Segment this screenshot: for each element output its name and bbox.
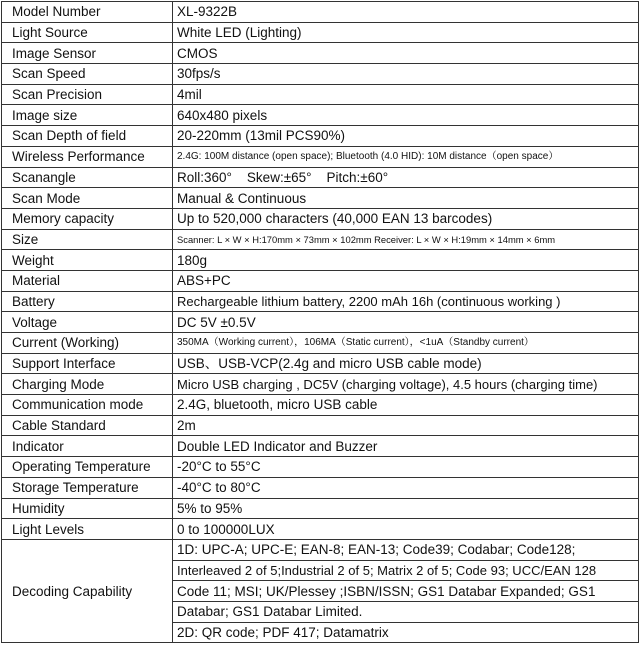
spec-value: ABS+PC [173, 270, 639, 291]
spec-value: DC 5V ±0.5V [173, 312, 639, 333]
spec-label: Operating Temperature [2, 457, 173, 478]
spec-label: Humidity [2, 498, 173, 519]
decoding-line: 1D: UPC-A; UPC-E; EAN-8; EAN-13; Code39; Codabar; Code128; [173, 539, 639, 560]
spec-label: Light Levels [2, 519, 173, 540]
spec-row-scan-depth [2, 126, 639, 147]
spec-value: 350MA（Working current），106MA（Static current），<1uA（Standby current） [173, 333, 639, 354]
spec-label: Image Sensor [2, 43, 173, 64]
decoding-line: 2D: QR code; PDF 417; Datamatrix [173, 622, 639, 643]
spec-row-decoding-capability [2, 539, 639, 560]
spec-label: Battery [2, 291, 173, 312]
decoding-line: Interleaved 2 of 5;Industrial 2 of 5; Matrix 2 of 5; Code 93; UCC/EAN 128 [173, 560, 639, 581]
spec-value: 2.4G, bluetooth, micro USB cable [173, 395, 639, 416]
spec-label: Weight [2, 250, 173, 271]
spec-value: 5% to 95% [173, 498, 639, 519]
spec-label: Size [2, 229, 173, 250]
spec-value: Double LED Indicator and Buzzer [173, 436, 639, 457]
spec-label: Scanangle [2, 167, 173, 188]
spec-row-image-size [2, 105, 639, 126]
spec-label: Material [2, 270, 173, 291]
spec-value: CMOS [173, 43, 639, 64]
spec-row-operating-temperature [2, 457, 639, 478]
spec-label: Scan Mode [2, 188, 173, 209]
spec-row-wireless-performance [2, 146, 639, 167]
spec-value: Up to 520,000 characters (40,000 EAN 13 barcodes) [173, 208, 639, 229]
spec-value: 4mil [173, 84, 639, 105]
spec-label: Decoding Capability [2, 539, 173, 642]
spec-row-indicator [2, 436, 639, 457]
spec-value: Scanner: L × W × H:170mm × 73mm × 102mm Receiver: L × W × H:19mm × 14mm × 6mm [173, 229, 639, 250]
spec-value: 2.4G: 100M distance (open space); Bluetooth (4.0 HID): 10M distance（open space） [173, 146, 639, 167]
spec-label: Indicator [2, 436, 173, 457]
spec-label: Wireless Performance [2, 146, 173, 167]
spec-label: Memory capacity [2, 208, 173, 229]
spec-row-scan-speed [2, 64, 639, 85]
spec-label: Light Source [2, 22, 173, 43]
spec-label: Storage Temperature [2, 477, 173, 498]
spec-row-communication-mode [2, 395, 639, 416]
spec-row-storage-temperature [2, 477, 639, 498]
spec-row-battery [2, 291, 639, 312]
spec-label: Communication mode [2, 395, 173, 416]
spec-value: 2m [173, 415, 639, 436]
spec-label: Current (Working) [2, 333, 173, 354]
spec-label: Charging Mode [2, 374, 173, 395]
spec-value: 20-220mm (13mil PCS90%) [173, 126, 639, 147]
spec-value: White LED (Lighting) [173, 22, 639, 43]
spec-value: 30fps/s [173, 64, 639, 85]
spec-label: Voltage [2, 312, 173, 333]
spec-value: -40°C to 80°C [173, 477, 639, 498]
decoding-line: Code 11; MSI; UK/Plessey ;ISBN/ISSN; GS1 Databar Expanded; GS1 [173, 581, 639, 602]
spec-value: Rechargeable lithium battery, 2200 mAh 16h (continuous working ) [173, 291, 639, 312]
spec-value: USB、USB-VCP(2.4g and micro USB cable mode) [173, 353, 639, 374]
spec-row-light-levels [2, 519, 639, 540]
spec-value: Roll:360° Skew:±65° Pitch:±60° [173, 167, 639, 188]
spec-row-size [2, 229, 639, 250]
spec-value: Manual & Continuous [173, 188, 639, 209]
spec-label: Model Number [2, 2, 173, 23]
spec-row-support-interface [2, 353, 639, 374]
spec-row-current [2, 333, 639, 354]
spec-label: Cable Standard [2, 415, 173, 436]
spec-row-weight [2, 250, 639, 271]
spec-value: 640x480 pixels [173, 105, 639, 126]
spec-value: -20°C to 55°C [173, 457, 639, 478]
spec-row-charging-mode [2, 374, 639, 395]
spec-value: Micro USB charging , DC5V (charging voltage), 4.5 hours (charging time) [173, 374, 639, 395]
spec-label: Scan Speed [2, 64, 173, 85]
spec-table [1, 1, 639, 643]
spec-row-humidity [2, 498, 639, 519]
spec-value: 180g [173, 250, 639, 271]
spec-label: Scan Depth of field [2, 126, 173, 147]
spec-row-memory-capacity [2, 208, 639, 229]
spec-row-light-source [2, 22, 639, 43]
spec-row-cable-standard [2, 415, 639, 436]
spec-value: XL-9322B [173, 2, 639, 23]
spec-row-scan-mode [2, 188, 639, 209]
spec-label: Support Interface [2, 353, 173, 374]
decoding-line: Databar; GS1 Databar Limited. [173, 601, 639, 622]
spec-row-model-number [2, 2, 639, 23]
spec-label: Scan Precision [2, 84, 173, 105]
spec-label: Image size [2, 105, 173, 126]
spec-row-image-sensor [2, 43, 639, 64]
spec-row-material [2, 270, 639, 291]
spec-row-voltage [2, 312, 639, 333]
spec-value: 0 to 100000LUX [173, 519, 639, 540]
spec-row-scanangle [2, 167, 639, 188]
spec-row-scan-precision [2, 84, 639, 105]
